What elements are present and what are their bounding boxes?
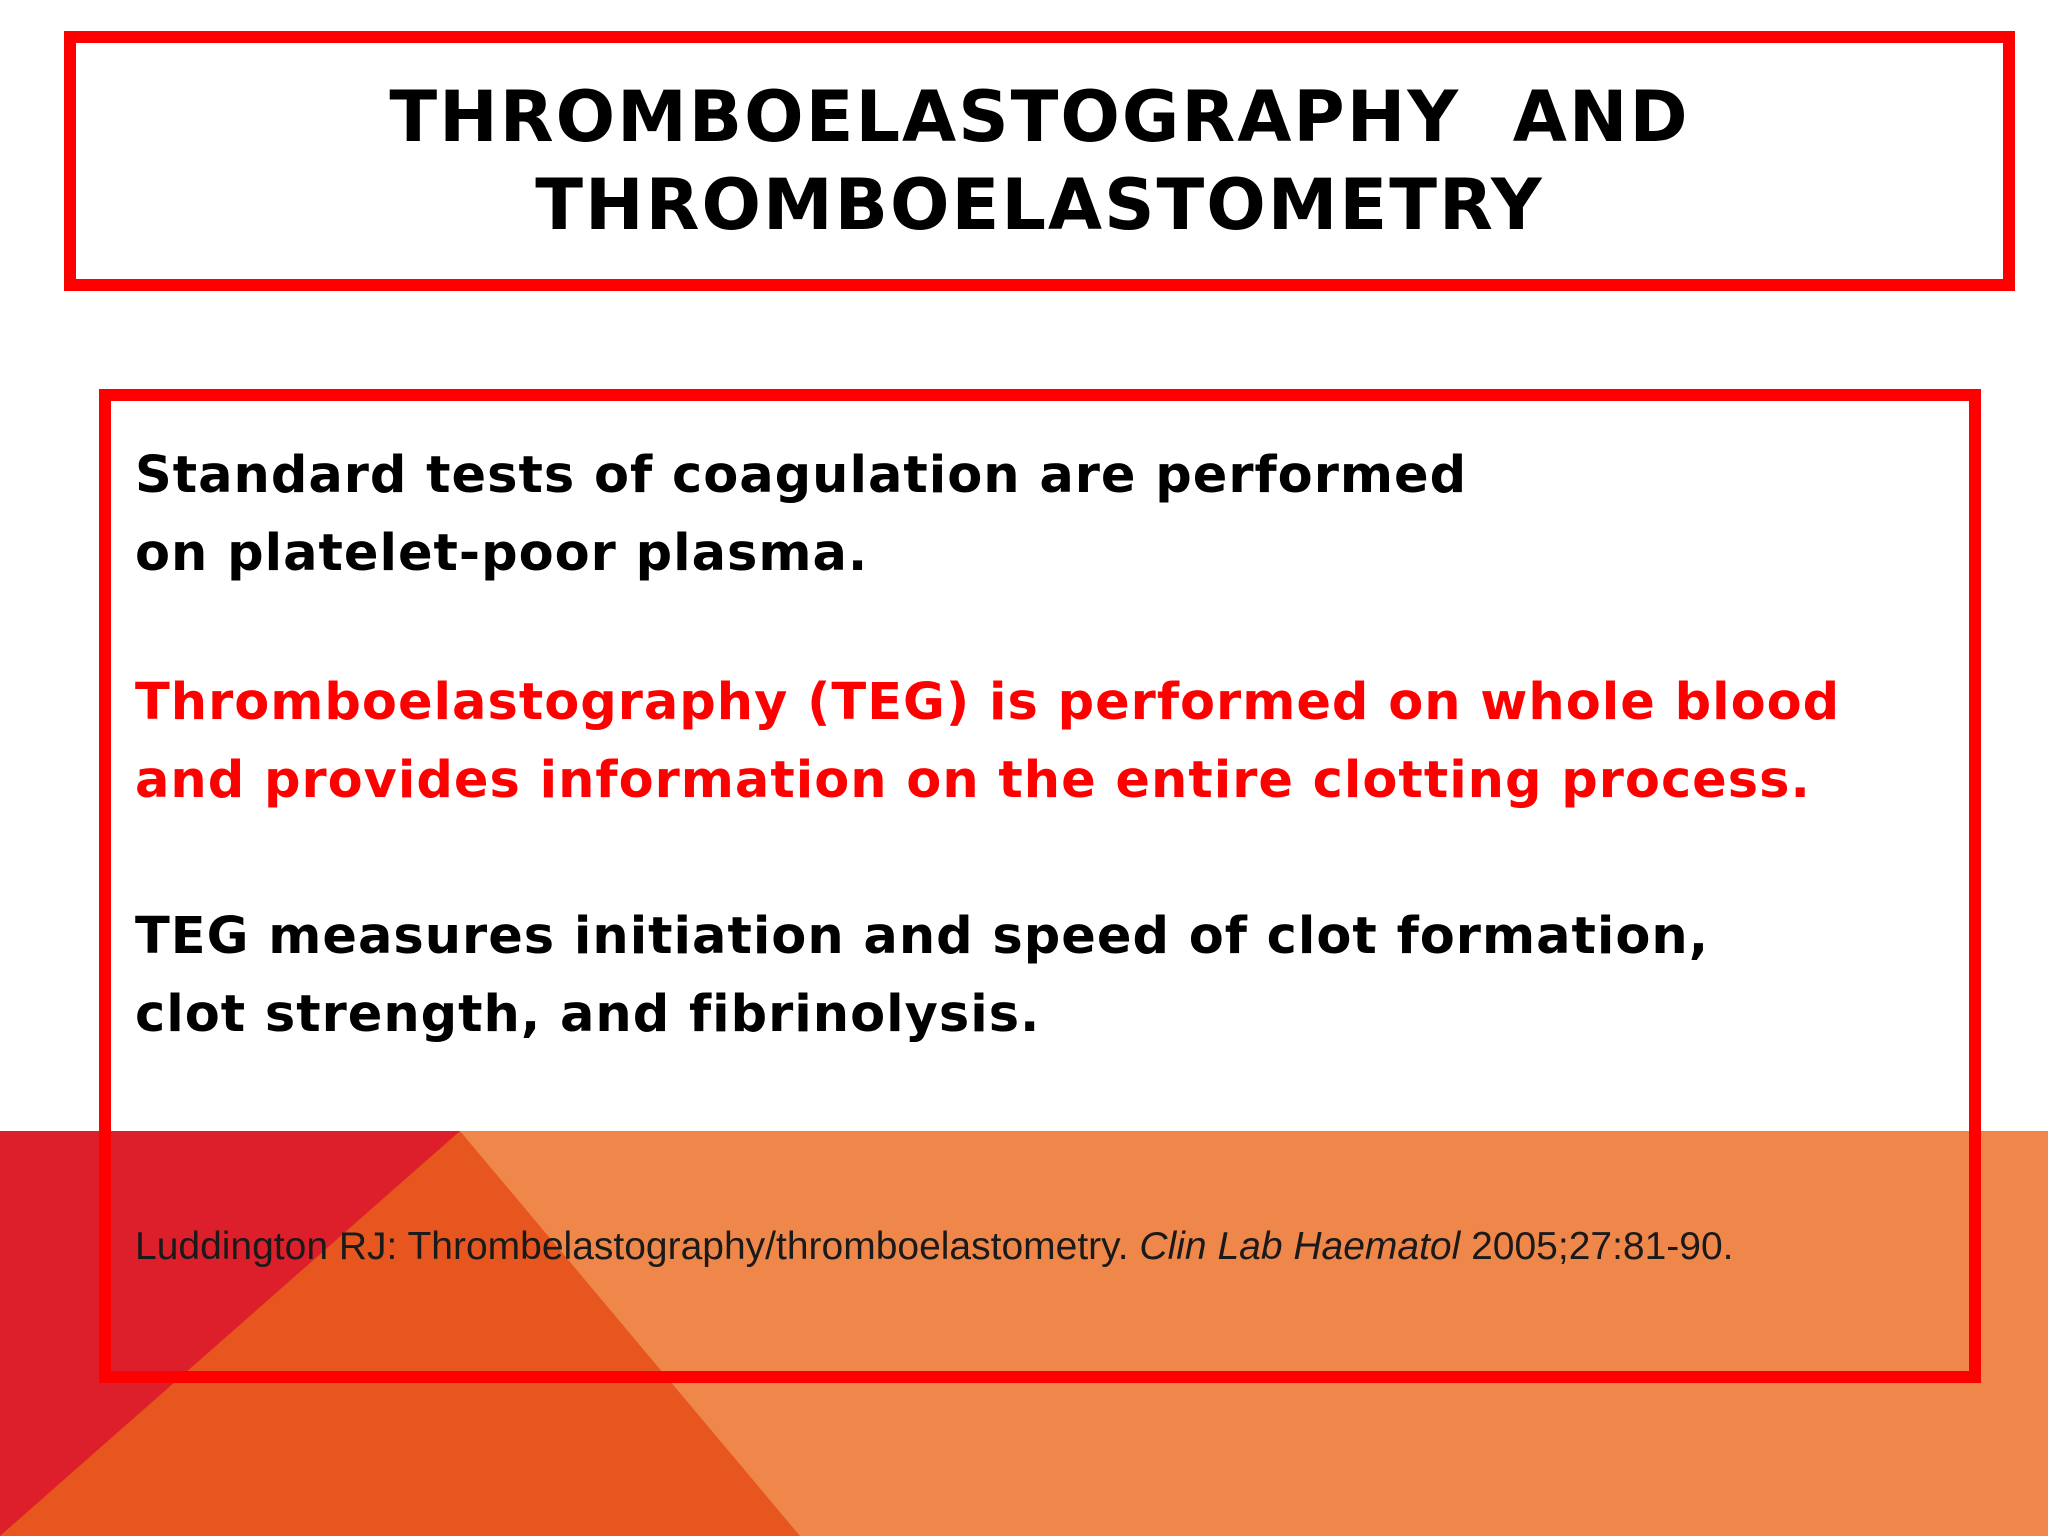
paragraph-line: on platelet-poor plasma. bbox=[135, 524, 869, 583]
citation-journal: Clin Lab Haematol bbox=[1139, 1225, 1461, 1268]
paragraph-standard-tests bbox=[135, 437, 1467, 593]
content-box bbox=[99, 389, 1981, 1383]
paragraph-line: TEG measures initiation and speed of clot formation, bbox=[135, 907, 1710, 966]
paragraph-teg-measures bbox=[135, 898, 1709, 1054]
citation-volume-pages: 2005;27:81-90. bbox=[1460, 1225, 1734, 1268]
paragraph-teg-whole-blood bbox=[135, 664, 1840, 820]
citation-authors-title: Luddington RJ: Thrombelastography/thromboelastometry. bbox=[135, 1225, 1140, 1268]
paragraph-line: clot strength, and fibrinolysis. bbox=[135, 985, 1041, 1044]
slide-title-line-2: THROMBOELASTOMETRY bbox=[535, 164, 1544, 246]
slide-title-line-1: THROMBOELASTOGRAPHY AND bbox=[389, 76, 1690, 158]
paragraph-line: Thromboelastography (TEG) is performed on whole blood bbox=[135, 673, 1841, 732]
paragraph-line: and provides information on the entire clotting process. bbox=[135, 751, 1811, 810]
citation bbox=[135, 1223, 1734, 1271]
paragraph-line: Standard tests of coagulation are performed bbox=[135, 446, 1468, 505]
title-box bbox=[64, 31, 2015, 291]
